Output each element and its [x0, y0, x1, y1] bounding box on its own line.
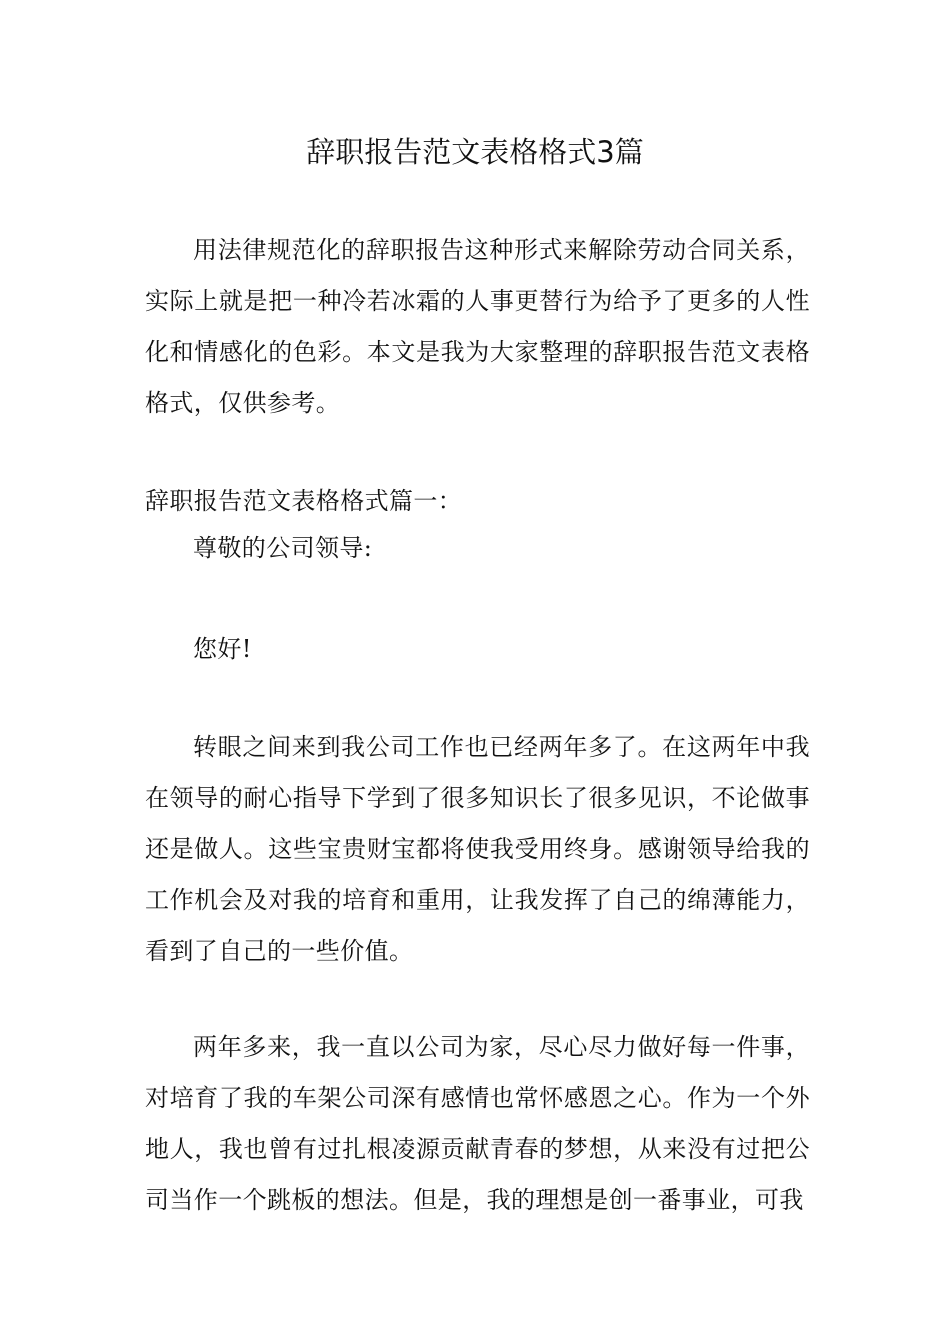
- document-title: 辞职报告范文表格格式3篇: [306, 135, 644, 169]
- salutation: 尊敬的公司领导:: [193, 534, 373, 562]
- body-paragraph-1: 转眼之间来到我公司工作也已经两年多了。在这两年中我在领导的耐心指导下学到了很多知识长了很多见识，不论做事还是做人。这些宝贵财宝都将使我受用终身。感谢领导给我的工作机会及对我的培育和重用，让我发挥了自己的绵薄能力，看到了自己的一些价值。: [145, 733, 810, 965]
- section-heading: 辞职报告范文表格格式篇一：: [145, 487, 463, 515]
- body-paragraph-2: 两年多来，我一直以公司为家，尽心尽力做好每一件事，对培育了我的车架公司深有感情也常怀感恩之心。作为一个外地人，我也曾有过扎根凌源贡献青春的梦想，从来没有过把公司当作一个跳板的想法。但是，我的理想是创一番事业，可我: [145, 1033, 810, 1214]
- intro-paragraph: 用法律规范化的辞职报告这种形式来解除劳动合同关系，实际上就是把一种冷若冰霜的人事更替行为给予了更多的人性化和情感化的色彩。本文是我为大家整理的辞职报告范文表格格式，仅供参考。: [145, 236, 810, 417]
- greeting: 您好!: [193, 635, 252, 663]
